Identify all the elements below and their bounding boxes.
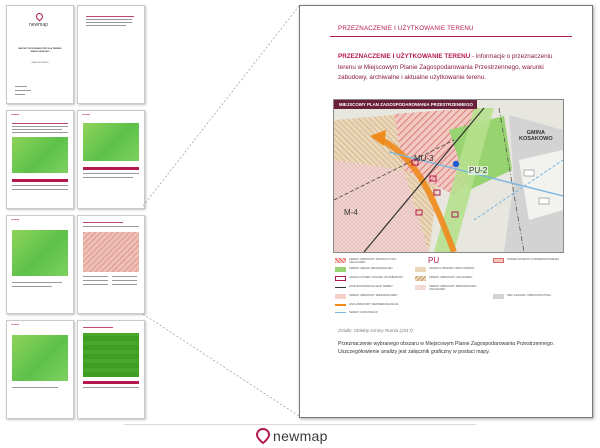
intro-rest: - informacje o przeznaczeniu terenu w Miejscowym Planie Zagospodarowania Przestrzennego, warunki zabudowy, archiwalne i aktualne użytkowanie terenu. xyxy=(338,53,553,81)
connector-line-bottom xyxy=(143,314,299,416)
cover-title: RAPORT FIZJOGRAFICZNY DLA TERENU NIERUCHOMOŚCI xyxy=(18,48,62,53)
poi-box xyxy=(539,198,549,204)
label-gmina-2: KOSAKOWO xyxy=(519,136,553,142)
thumb-brand: newmap xyxy=(11,219,20,221)
legend-swatch xyxy=(335,312,346,313)
label-gmina xyxy=(519,130,553,142)
legend-swatch xyxy=(493,294,504,299)
footer-rule xyxy=(124,424,476,425)
legend-text: TERENY ZABUDOWY PRODUKCYJNO - USŁUGOWEJ xyxy=(349,258,398,264)
enlarged-page xyxy=(299,5,593,418)
label-gmina-1: GMINA xyxy=(526,130,545,136)
legend-text: SIEĆ GAZOWA / INFRASTRUKTURA xyxy=(507,294,551,297)
thumb-brand: newmap xyxy=(11,114,20,116)
legend-swatch xyxy=(415,276,426,281)
location-pin-icon xyxy=(453,161,459,167)
thumb-brand: newmap xyxy=(82,114,91,116)
map-source: Źródło: Obiekty Gminy Rumia (2017) xyxy=(338,328,413,333)
intro-bold: PRZEZNACZENIE I UŻYTKOWANIE TERENU xyxy=(338,53,471,60)
legend-swatch xyxy=(335,267,346,272)
cover-tag: ANALIZA TERENU xyxy=(31,62,49,64)
footer-logo-text: newmap xyxy=(273,428,328,444)
mpzp-map[interactable] xyxy=(333,99,564,253)
thumb-brand: newmap xyxy=(11,324,20,326)
outro-paragraph: Przeznaczenie wybranego obszaru w Miejscowym Planie Zagospodarowania Przestrzennego. Uszczegółowienie analizy jest załącznik graficzny w postaci mapy. xyxy=(338,341,555,355)
legend-text: GRANICA STREFY WOLNEJ OD ZABUDOWY xyxy=(349,276,404,279)
newmap-pin-icon xyxy=(256,428,270,444)
legend-swatch xyxy=(415,285,426,290)
connector-line-top xyxy=(143,6,299,206)
poi-box xyxy=(524,170,534,176)
legend-text: STREFA OCHRONY KONSERWATORSKIEJ xyxy=(507,258,560,261)
legend-text: TERENY ZABUDOWY MIESZKANIOWEJ xyxy=(349,294,398,297)
legend-text: TERENY ZABUDOWY MIESZKANIOWO - USŁUGOWEJ xyxy=(429,285,478,291)
legend-swatch xyxy=(335,287,346,288)
legend-text: LINIE ROZGRANICZAJĄCE TERENY xyxy=(349,285,393,288)
mpzp-map-drawing xyxy=(334,100,563,252)
map-title: MIEJSCOWY PLAN ZAGOSPODAROWANIA PRZESTRZENNEGO xyxy=(334,100,477,109)
heading-rule xyxy=(330,36,572,37)
legend-text: LINIA ZABUDOWY NIEPRZEKRACZALNA xyxy=(349,303,399,306)
footer-logo xyxy=(256,426,328,446)
legend-swatch xyxy=(335,294,346,299)
legend-swatch xyxy=(493,258,504,263)
legend-text: GRANICA OBSZARU OPRACOWANIA xyxy=(429,267,475,270)
legend-swatch xyxy=(335,304,346,306)
thumbnail-brand-text: newmap xyxy=(29,22,48,28)
legend-swatch xyxy=(415,267,426,272)
label-pu: PU-2 xyxy=(469,166,488,175)
intro-paragraph xyxy=(338,52,570,84)
page-heading: PRZEZNACZENIE I UŻYTKOWANIE TERENU xyxy=(338,25,474,32)
legend-swatch xyxy=(335,276,346,281)
label-mu: MU-3 xyxy=(414,154,434,163)
legend-text: TERENY KOMUNIKACJI xyxy=(349,311,378,314)
legend-text: TERENY ZABUDOWY USŁUGOWEJ xyxy=(429,276,473,279)
legend-swatch xyxy=(335,258,346,263)
label-m4: M-4 xyxy=(344,208,358,217)
legend-pu-code: PU xyxy=(428,256,440,265)
legend-text: TERENY ZIELENI NIEURZĄDZONEJ xyxy=(349,267,393,270)
map-legend xyxy=(333,254,562,330)
